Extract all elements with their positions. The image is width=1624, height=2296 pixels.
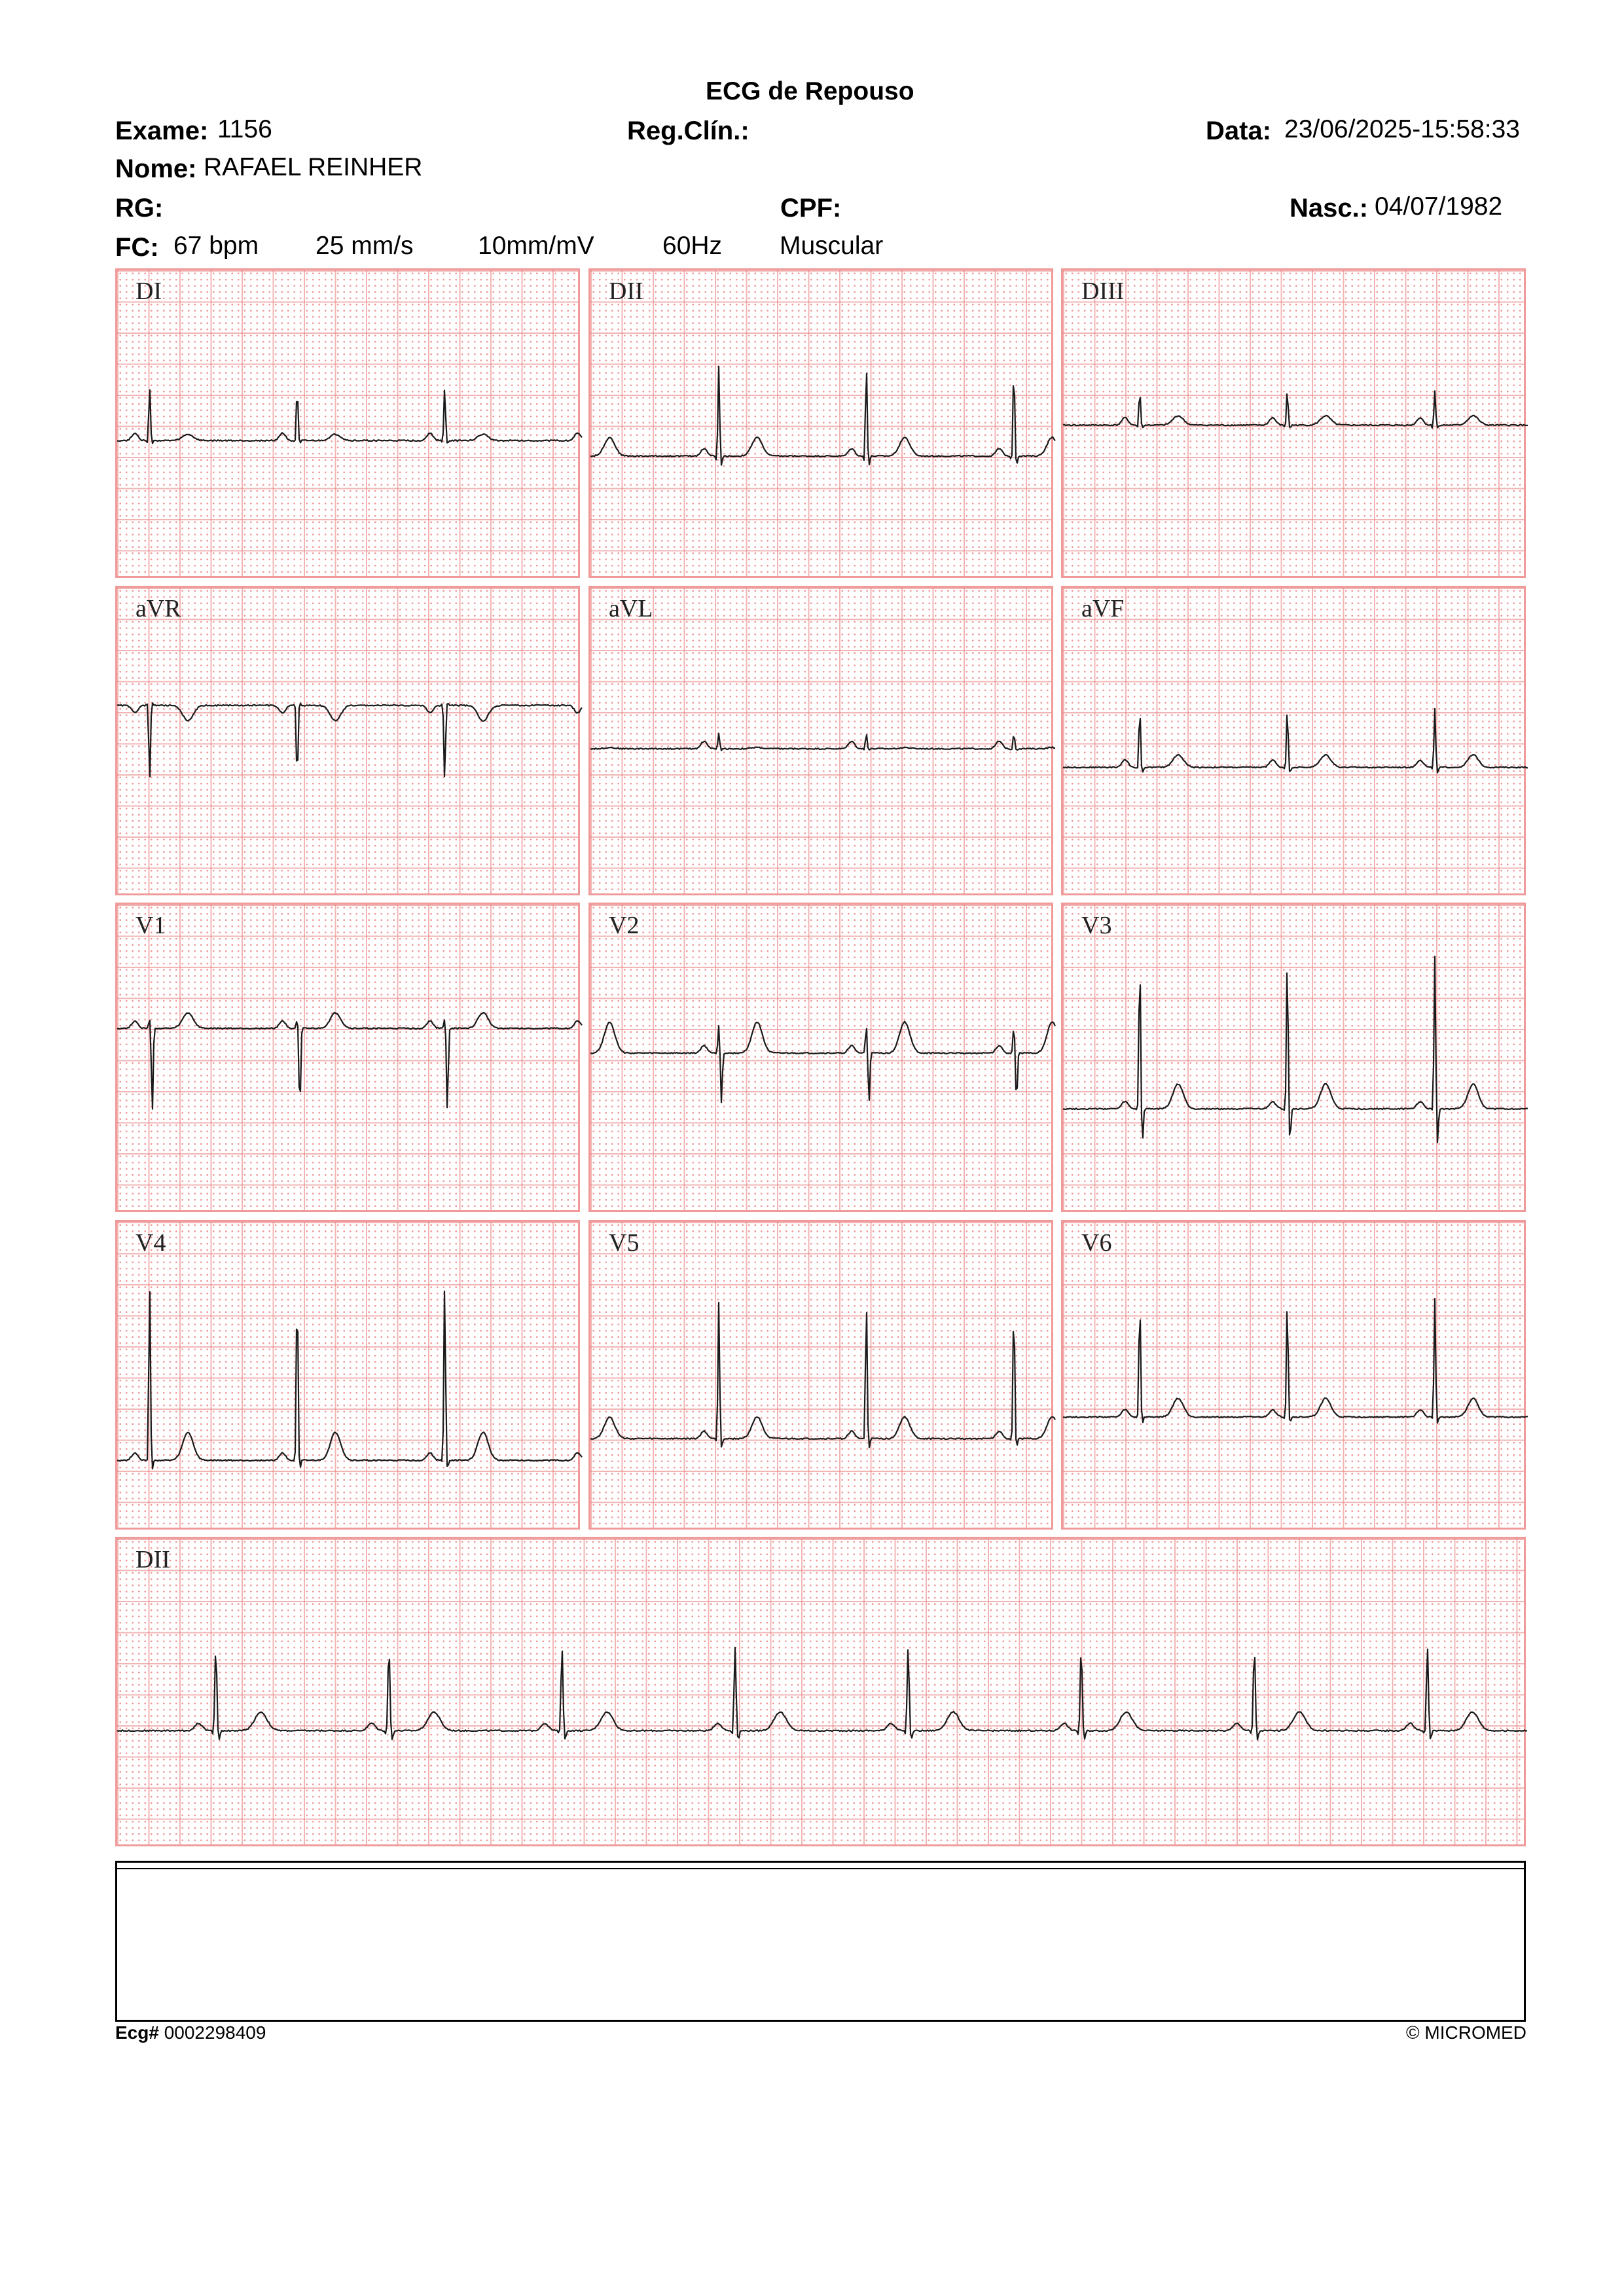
lead-trace bbox=[1063, 1222, 1524, 1528]
ecg-waveform bbox=[117, 1013, 582, 1109]
ecg-waveform bbox=[590, 1302, 1055, 1448]
lead-label: aVR bbox=[135, 595, 181, 622]
lead-label: V1 bbox=[135, 912, 166, 939]
page-title: ECG de Repouso bbox=[706, 77, 914, 105]
lead-label: aVF bbox=[1081, 595, 1125, 622]
lead-panel-v1 bbox=[115, 903, 580, 1212]
lead-trace bbox=[590, 1222, 1051, 1528]
interpretation-box bbox=[115, 1861, 1526, 2022]
lead-label: V6 bbox=[1081, 1229, 1112, 1257]
lead-label: aVL bbox=[609, 595, 653, 622]
copyright: © MICROMED bbox=[1406, 2022, 1526, 2043]
lead-panel-avf bbox=[1061, 586, 1526, 895]
gain-value: 10mm/mV bbox=[478, 232, 594, 260]
lead-trace bbox=[117, 270, 578, 576]
data-value: 23/06/2025-15:58:33 bbox=[1284, 115, 1520, 143]
ecg-waveform bbox=[1063, 1299, 1528, 1423]
speed-value: 25 mm/s bbox=[316, 232, 414, 260]
ecg-number: 0002298409 bbox=[164, 2022, 266, 2043]
lead-trace bbox=[1063, 588, 1524, 893]
ecg-number-label bbox=[115, 2022, 266, 2043]
lead-trace bbox=[117, 1222, 578, 1528]
lead-panel-avl bbox=[588, 586, 1053, 895]
ecg-waveform bbox=[590, 367, 1055, 465]
lead-panel-v5 bbox=[588, 1220, 1053, 1530]
ecg-waveform bbox=[1063, 709, 1528, 773]
filter-type-value: Muscular bbox=[780, 232, 884, 260]
lead-panel-diii bbox=[1061, 268, 1526, 578]
rhythm-strip bbox=[115, 1537, 1526, 1846]
lead-trace bbox=[590, 270, 1051, 576]
fc-value: 67 bpm bbox=[173, 232, 259, 260]
lead-panel-di bbox=[115, 268, 580, 578]
regclin-label: Reg.Clín.: bbox=[627, 117, 749, 145]
lead-panel-v4 bbox=[115, 1220, 580, 1530]
ecg-waveform bbox=[117, 703, 582, 776]
lead-label: DI bbox=[135, 278, 162, 305]
lead-label: V4 bbox=[135, 1229, 166, 1257]
lead-panel-dii bbox=[588, 268, 1053, 578]
lead-panel-avr bbox=[115, 586, 580, 895]
cpf-label: CPF: bbox=[780, 194, 842, 223]
ecg-waveform bbox=[117, 1291, 582, 1469]
ecg-waveform bbox=[117, 1647, 1527, 1740]
exame-value: 1156 bbox=[217, 115, 272, 143]
rg-label: RG: bbox=[115, 194, 164, 223]
lead-label: DIII bbox=[1081, 278, 1125, 305]
ecg-waveform bbox=[117, 390, 582, 444]
ecg-waveform bbox=[1063, 956, 1528, 1142]
lead-label: V5 bbox=[609, 1229, 640, 1257]
lead-label: DII bbox=[609, 278, 643, 305]
nome-label: Nome: bbox=[115, 154, 197, 183]
lead-label: DII bbox=[135, 1546, 170, 1573]
lead-panel-v3 bbox=[1061, 903, 1526, 1212]
nasc-label: Nasc.: bbox=[1290, 194, 1369, 223]
fc-label: FC: bbox=[115, 233, 159, 262]
lead-label: V2 bbox=[609, 912, 640, 939]
data-label: Data: bbox=[1206, 117, 1272, 145]
ecg-waveform bbox=[590, 734, 1055, 751]
filter-hz-value: 60Hz bbox=[662, 232, 723, 260]
rhythm-trace bbox=[117, 1539, 1524, 1844]
ecg-waveform bbox=[590, 1022, 1055, 1103]
ecg-label: Ecg# bbox=[115, 2022, 159, 2043]
notes-divider bbox=[117, 1868, 1524, 1869]
lead-label: V3 bbox=[1081, 912, 1112, 939]
lead-panel-v6 bbox=[1061, 1220, 1526, 1530]
nome-value: RAFAEL REINHER bbox=[204, 153, 423, 181]
exame-label: Exame: bbox=[115, 117, 209, 145]
lead-trace bbox=[590, 588, 1051, 893]
lead-trace bbox=[117, 588, 578, 893]
ecg-waveform bbox=[1063, 391, 1528, 427]
nasc-value: 04/07/1982 bbox=[1375, 192, 1503, 221]
lead-panel-v2 bbox=[588, 903, 1053, 1212]
lead-trace bbox=[117, 905, 578, 1210]
lead-trace bbox=[590, 905, 1051, 1210]
lead-trace bbox=[1063, 905, 1524, 1210]
lead-trace bbox=[1063, 270, 1524, 576]
